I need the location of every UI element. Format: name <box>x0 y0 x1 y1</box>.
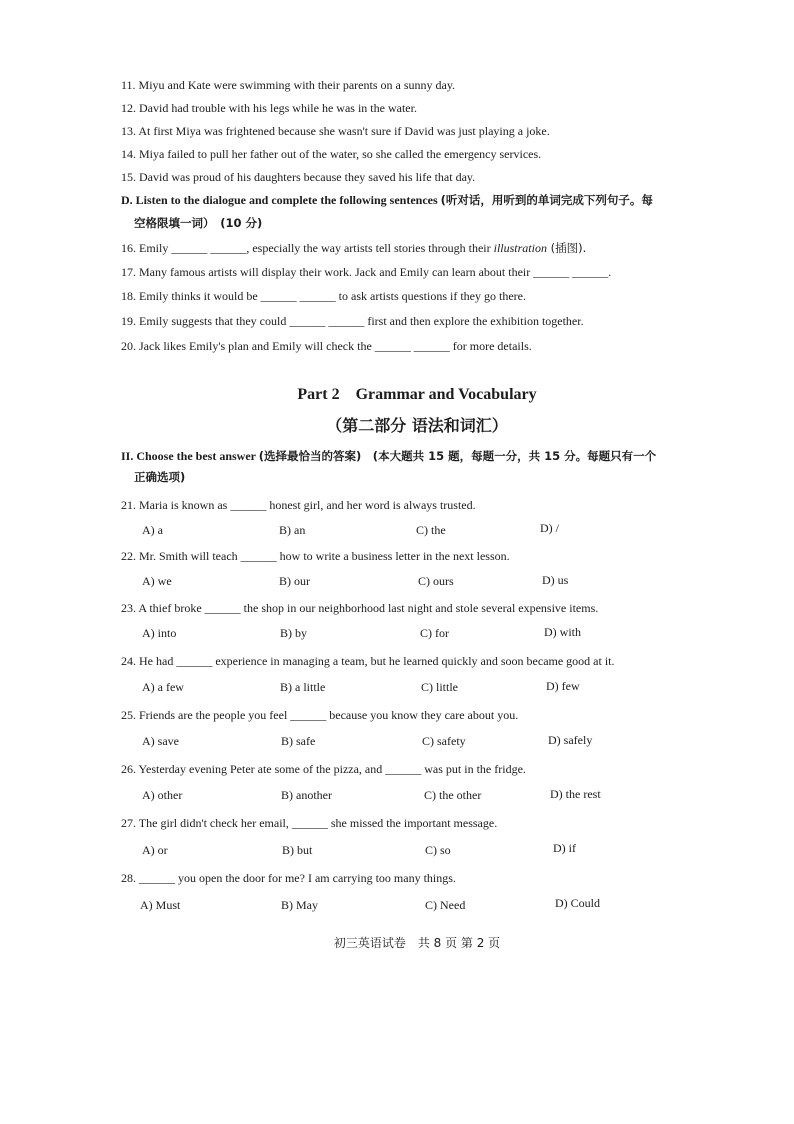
page-footer: 初三英语试卷 共 8 页 第 2 页 <box>333 936 501 950</box>
section-d-heading <box>121 192 653 208</box>
section-d-heading-cn: (听对话，用听到的单词完成下列句子。每 <box>440 193 653 207</box>
tf-item-13: 13. At first Miya was frightened because she wasn't sure if David was just playing a joke. <box>121 124 550 138</box>
option-c: C) safety <box>422 734 466 748</box>
fill-item-17: 17. Many famous artists will display their work. Jack and Emily can learn about their ______ ______. <box>121 265 612 279</box>
option-d: D) if <box>553 841 576 855</box>
question-stem: 22. Mr. Smith will teach ______ how to write a business letter in the next lesson. <box>121 549 510 563</box>
option-c: C) Need <box>425 898 466 912</box>
option-b: B) May <box>281 898 318 912</box>
option-a: A) a few <box>142 680 184 694</box>
option-b: B) but <box>282 843 313 857</box>
option-c: C) ours <box>418 574 454 588</box>
option-b: B) by <box>280 626 307 640</box>
part2-title: Part 2 Grammar and Vocabulary <box>297 386 537 403</box>
tf-item-15: 15. David was proud of his daughters because they saved his life that day. <box>121 170 476 184</box>
option-d: D) safely <box>548 733 593 747</box>
question-stem: 28. ______ you open the door for me? I am carrying too many things. <box>121 871 456 885</box>
section-ii-heading-cn: (选择最恰当的答案) (本大题共 15 题，每题一分，共 15 分。每题只有一个 <box>258 449 657 463</box>
part2-subtitle: （第二部分 语法和词汇） <box>326 416 508 435</box>
option-c: C) the <box>416 523 446 537</box>
option-c: C) the other <box>424 788 482 802</box>
fill-item-16-text: 16. Emily ______ ______, especially the way artists tell stories through their <box>121 241 494 255</box>
fill-item-19: 19. Emily suggests that they could ______ ______ first and then explore the exhibition together. <box>121 314 584 328</box>
option-b: B) an <box>279 523 306 537</box>
tf-item-14: 14. Miya failed to pull her father out of the water, so she called the emergency services. <box>121 147 542 161</box>
section-d-heading-en: D. Listen to the dialogue and complete the following sentences <box>121 193 438 207</box>
question-stem: 24. He had ______ experience in managing a team, but he learned quickly and soon became good at it. <box>121 654 615 668</box>
option-b: B) our <box>279 574 310 588</box>
section-ii-heading-line2: 正确选项) <box>134 470 186 484</box>
question-stem: 27. The girl didn't check her email, ______ she missed the important message. <box>121 816 498 830</box>
section-ii-heading <box>121 448 656 464</box>
option-d: D) / <box>540 521 559 535</box>
option-d: D) with <box>544 625 581 639</box>
option-d: D) the rest <box>550 787 601 801</box>
tf-item-12: 12. David had trouble with his legs while he was in the water. <box>121 101 417 115</box>
option-b: B) safe <box>281 734 316 748</box>
question-stem: 23. A thief broke ______ the shop in our neighborhood last night and stole several expensive items. <box>121 601 599 615</box>
section-d-heading-line2: 空格限填一词） (10 分) <box>134 216 263 230</box>
option-a: A) other <box>142 788 183 802</box>
option-d: D) us <box>542 573 569 587</box>
option-b: B) a little <box>280 680 326 694</box>
question-stem: 21. Maria is known as ______ honest girl, and her word is always trusted. <box>121 498 476 512</box>
option-c: C) little <box>421 680 458 694</box>
option-d: D) Could <box>555 896 600 910</box>
option-c: C) so <box>425 843 451 857</box>
fill-item-16-end: (插图). <box>546 241 587 255</box>
option-a: A) a <box>142 523 163 537</box>
tf-item-11: 11. Miyu and Kate were swimming with their parents on a sunny day. <box>121 78 456 92</box>
option-b: B) another <box>281 788 332 802</box>
option-a: A) save <box>142 734 179 748</box>
option-a: A) Must <box>140 898 181 912</box>
question-stem: 25. Friends are the people you feel ______ because you know they care about you. <box>121 708 519 722</box>
option-a: A) into <box>142 626 177 640</box>
question-stem: 26. Yesterday evening Peter ate some of the pizza, and ______ was put in the fridge. <box>121 762 526 776</box>
fill-item-20: 20. Jack likes Emily's plan and Emily will check the ______ ______ for more details. <box>121 339 532 353</box>
section-ii-heading-en: II. Choose the best answer <box>121 449 256 463</box>
fill-item-16-italic: illustration <box>493 241 547 255</box>
fill-item-16 <box>121 240 586 256</box>
fill-item-18: 18. Emily thinks it would be ______ ______ to ask artists questions if they go there. <box>121 289 526 303</box>
option-a: A) or <box>142 843 168 857</box>
option-c: C) for <box>420 626 449 640</box>
option-a: A) we <box>142 574 172 588</box>
option-d: D) few <box>546 679 580 693</box>
